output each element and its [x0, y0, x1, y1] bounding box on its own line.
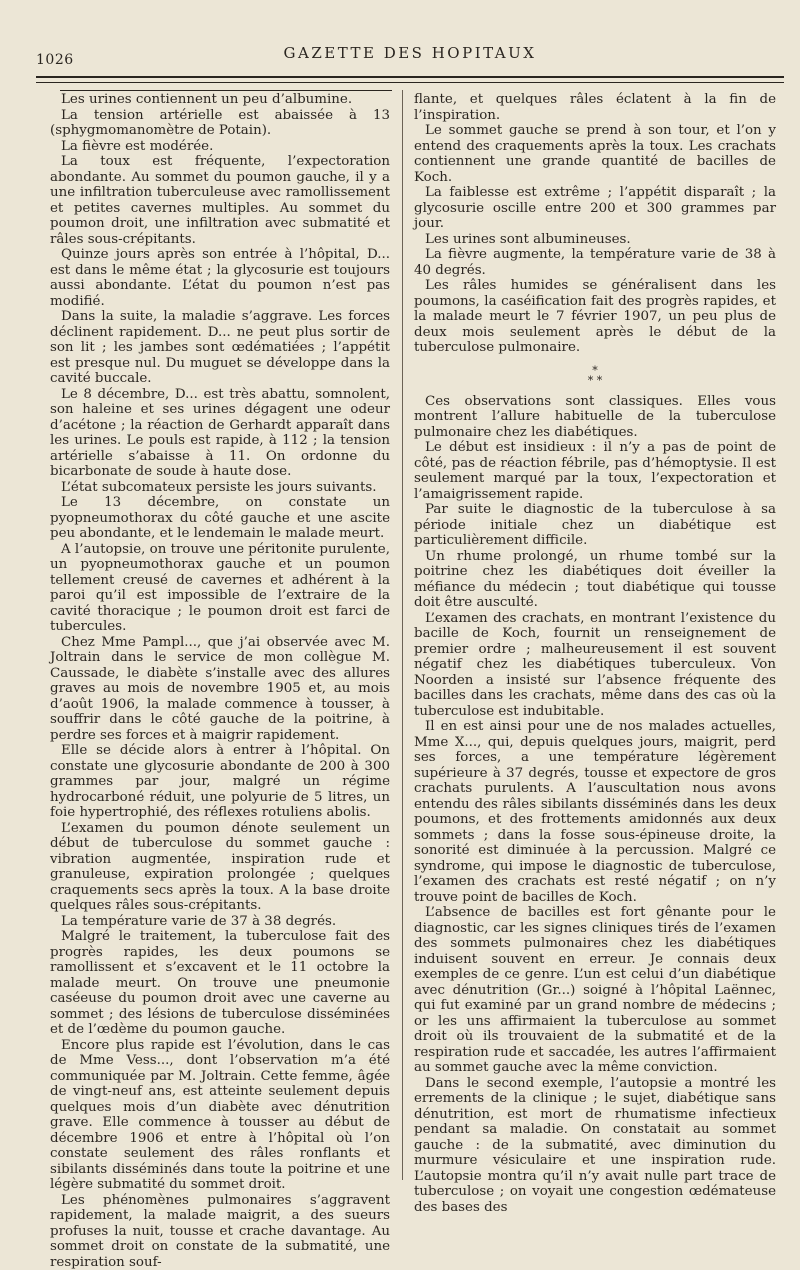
paragraph: Chez Mme Pampl..., que j’ai observée avec M. Joltrain dans le service de mon collègue M. Caussade, le diabète s’installe avec des allures graves au mois de novembre 1905 et, au mois d’août 1906, la malade commence à tousser, à souffrir dans le côté gauche de la poitrine, à perdre ses forces et à maigrir rapidement. — [50, 635, 390, 744]
section-asterism — [414, 366, 776, 386]
paragraph: La fièvre augmente, la température varie de 38 à 40 degrés. — [414, 247, 776, 278]
column-rule — [60, 90, 392, 91]
asterism-top: * — [414, 366, 776, 376]
paragraph: Quinze jours après son entrée à l’hôpital, D... est dans le même état ; la glycosurie est toujours aussi abondante. L’état du poumon n’est pas modifié. — [50, 247, 390, 309]
paragraph: La température varie de 37 à 38 degrés. — [50, 914, 390, 930]
paragraph: Encore plus rapide est l’évolution, dans le cas de Mme Vess..., dont l’observation m’a été communiquée par M. Joltrain. Cette femme, âgée de vingt-neuf ans, est atteinte seulement depuis quelques mois d’un diabète avec dénutrition grave. Elle commence à tousser au début de décembre 1906 et entre à l’hôpital où l’on constate seulement des râles ronflants et sibilants disséminés dans toute la poitrine et une légère submatité du sommet droit. — [50, 1038, 390, 1193]
paragraph: Les phénomènes pulmonaires s’aggravent rapidement, la malade maigrit, a des sueurs profuses la nuit, tousse et crache davantage. Au sommet droit on constate de la submatité, une respiration souf- — [50, 1193, 390, 1270]
paragraph: Le sommet gauche se prend à son tour, et l’on y entend des craquements après la toux. Les crachats contiennent une grande quantité de bacilles de Koch. — [414, 123, 776, 185]
header-rule-thin — [36, 82, 784, 83]
paragraph: Le 13 décembre, on constate un pyopneumothorax du côté gauche et une ascite peu abondante, et le lendemain le malade meurt. — [50, 495, 390, 542]
paragraph: L’examen des crachats, en montrant l’existence du bacille de Koch, fournit un renseignement de premier ordre ; malheureusement il est souvent négatif chez les diabétiques tuberculeux. Von Noorden a insisté sur l’absence fréquente des bacilles dans les crachats, même dans des cas où la tuberculose est indubitable. — [414, 611, 776, 720]
left-column — [50, 92, 390, 1270]
paragraph: L’absence de bacilles est fort gênante pour le diagnostic, car les signes cliniques tirés de l’examen des sommets pulmonaires chez les diabétiques induisent souvent en erreur. Je connais deux exemples de ce genre. L’un est celui d’un diabétique avec dénutrition (Gr...) soigné à l’hôpital Laënnec, qui fut examiné par un grand nombre de médecins ; or les uns affirmaient la tuberculose au sommet droit où ils trouvaient de la submatité et de la respiration rude et saccadée, les autres l’affirmaient au sommet gauche avec la même conviction. — [414, 905, 776, 1076]
asterism-bottom: * * — [414, 376, 776, 386]
paragraph: La faiblesse est extrême ; l’appétit disparaît ; la glycosurie oscille entre 200 et 300 grammes par jour. — [414, 185, 776, 232]
paragraph: Il en est ainsi pour une de nos malades actuelles, Mme X..., qui, depuis quelques jours, maigrit, perd ses forces, a une température légèrement supérieure à 37 degrés, tousse et expectore de gros crachats purulents. A l’auscultation nous avons entendu des râles sibilants disséminés dans les deux poumons, et des frottements amidonnés aux deux sommets ; dans la fosse sous-épineuse droite, la sonorité est diminuée à la percussion. Malgré ce syndrome, qui impose le diagnostic de tuberculose, l’examen des crachats est resté négatif ; on n’y trouve point de bacilles de Koch. — [414, 719, 776, 905]
paragraph: Elle se décide alors à entrer à l’hôpital. On constate une glycosurie abondante de 200 à 300 grammes par jour, malgré un régime hydrocarboné réduit, une polyurie de 5 litres, un foie hypertrophié, des réflexes rotuliens abolis. — [50, 743, 390, 821]
paragraph: Les urines sont albumineuses. — [414, 232, 776, 248]
paragraph: Un rhume prolongé, un rhume tombé sur la poitrine chez les diabétiques doit éveiller la méfiance du médecin ; tout diabétique qui tousse doit être ausculté. — [414, 549, 776, 611]
paragraph: A l’autopsie, on trouve une péritonite purulente, un pyopneumothorax gauche et un poumon tellement creusé de cavernes et adhérent à la paroi qu’il est impossible de l’extraire de la cavité thoracique ; le poumon droit est farci de tubercules. — [50, 542, 390, 635]
paragraph: Le début est insidieux : il n’y a pas de point de côté, pas de réaction fébrile, pas d’hémoptysie. Il est seulement marqué par la toux, l’expectoration et l’amaigrissement rapide. — [414, 440, 776, 502]
paragraph: La toux est fréquente, l’expectoration abondante. Au sommet du poumon gauche, il y a une infiltration tuberculeuse avec ramollissement et petites cavernes multiples. Au sommet du poumon droit, une infiltration avec submatité et râles sous-crépitants. — [50, 154, 390, 247]
header-rule-thick — [36, 76, 784, 78]
paragraph: Dans le second exemple, l’autopsie a montré les errements de la clinique ; le sujet, diabétique sans dénutrition, est mort de rhumatisme infectieux pendant sa maladie. On constatait au sommet gauche : de la submatité, avec diminution du murmure vésiculaire et une inspiration rude. L’autopsie montra qu’il n’y avait nulle part trace de tuberculose ; on voyait une congestion œdémateuse des bases des — [414, 1076, 776, 1216]
paragraph: L’examen du poumon dénote seulement un début de tuberculose du sommet gauche : vibration augmentée, inspiration rude et granuleuse, expiration prolongée ; quelques craquements secs après la toux. A la base droite quelques râles sous-crépitants. — [50, 821, 390, 914]
paragraph: Par suite le diagnostic de la tuberculose à sa période initiale chez un diabétique est particulièrement difficile. — [414, 502, 776, 549]
column-divider — [402, 90, 403, 1180]
running-title: GAZETTE DES HOPITAUX — [36, 44, 784, 62]
paragraph: flante, et quelques râles éclatent à la fin de l’inspiration. — [414, 92, 776, 123]
paragraph: Le 8 décembre, D... est très abattu, somnolent, son haleine et ses urines dégagent une odeur d’acétone ; la réaction de Gerhardt apparaît dans les urines. Le pouls est rapide, à 112 ; la tension artérielle s’abaisse à 11. On ordonne du bicarbonate de soude à haute dose. — [50, 387, 390, 480]
right-column — [414, 92, 776, 1215]
paragraph: Les râles humides se généralisent dans les poumons, la caséification fait des progrès rapides, et la malade meurt le 7 février 1907, un peu plus de deux mois seulement après le début de la tuberculose pulmonaire. — [414, 278, 776, 356]
paragraph: Les urines contiennent un peu d’albumine. — [50, 92, 390, 108]
page-number: 1026 — [36, 52, 74, 68]
paragraph: Malgré le traitement, la tuberculose fait des progrès rapides, les deux poumons se ramollissent et s’excavent et le 11 octobre la malade meurt. On trouve une pneumonie caséeuse du poumon droit avec une caverne au sommet ; des lésions de tuberculose disséminées et de l’œdème du poumon gauche. — [50, 929, 390, 1038]
paragraph: Ces observations sont classiques. Elles vous montrent l’allure habituelle de la tuberculose pulmonaire chez les diabétiques. — [414, 394, 776, 441]
paragraph: La fièvre est modérée. — [50, 139, 390, 155]
paragraph: L’état subcomateux persiste les jours suivants. — [50, 480, 390, 496]
paragraph: La tension artérielle est abaissée à 13 (sphygmomanomètre de Potain). — [50, 108, 390, 139]
paragraph: Dans la suite, la maladie s’aggrave. Les forces déclinent rapidement. D... ne peut plus sortir de son lit ; les jambes sont œdématiées ; l’appétit est presque nul. Du muguet se développe dans la cavité buccale. — [50, 309, 390, 387]
page-header — [36, 44, 784, 72]
